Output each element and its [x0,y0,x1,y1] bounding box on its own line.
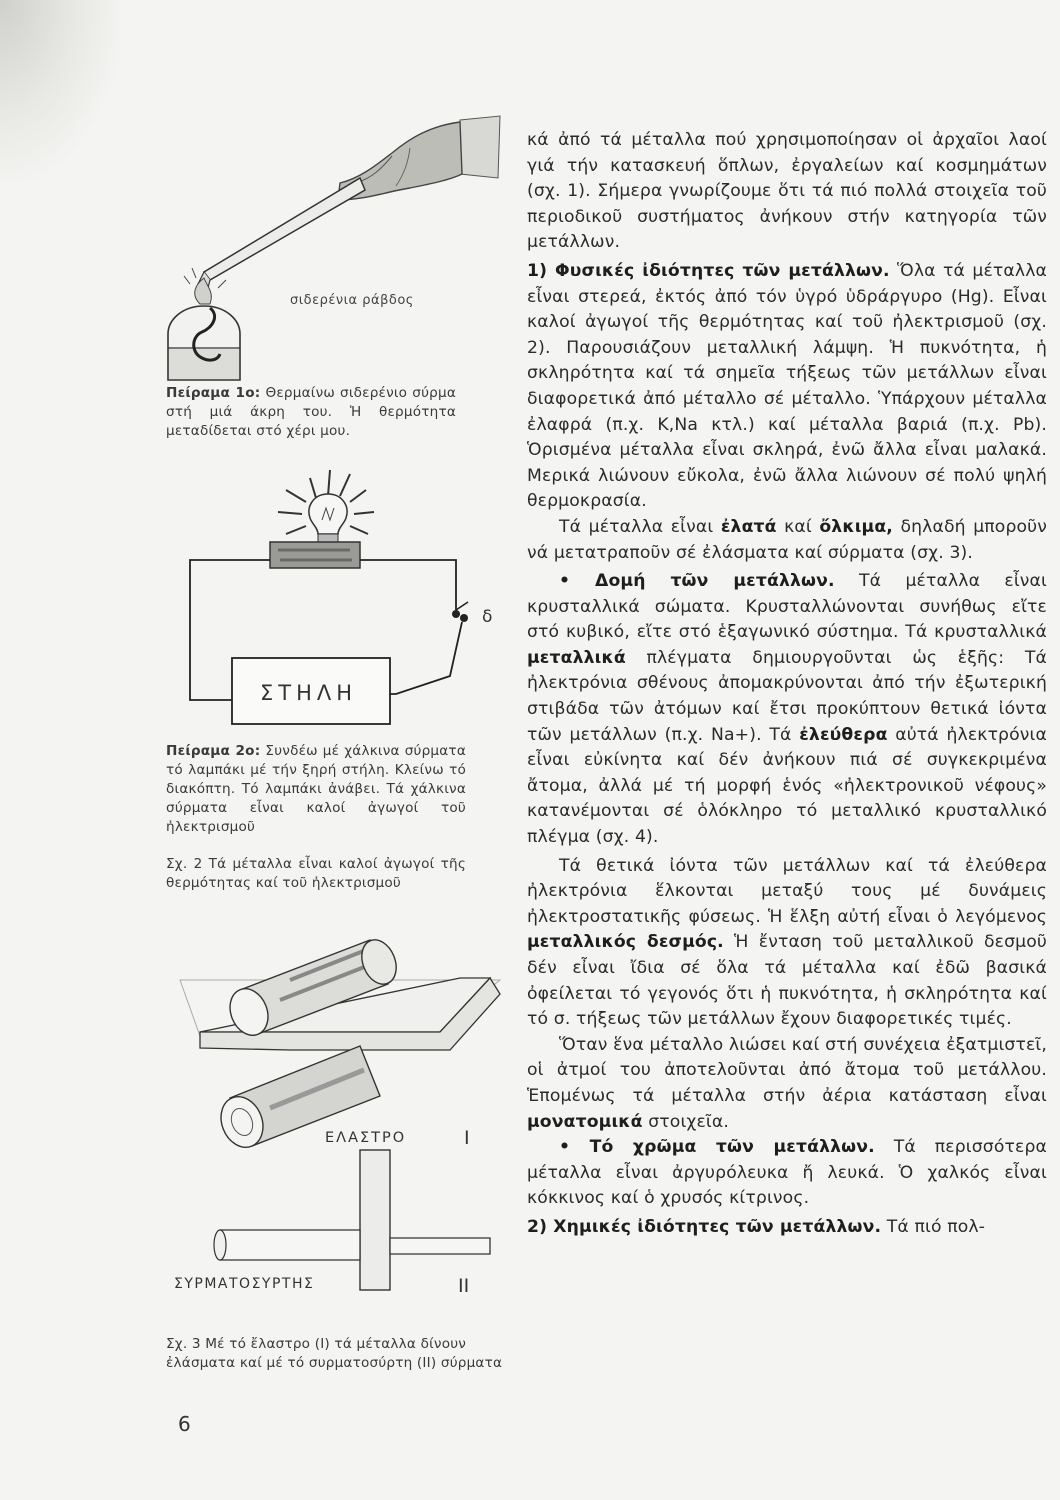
roller-numeral: I [464,1127,470,1149]
term-free: ἐλεύθερα [799,724,888,745]
term-metallic: μεταλλικά [527,647,626,668]
page-edge-shadow [0,0,120,180]
figure-3-caption: Σχ. 3 Μέ τό ἔλαστρο (I) τά μέταλλα δίνουν ἐλάσματα καί μέ τό συρματοσύρτη (II) σύρματα [166,1336,503,1371]
figure-2-circuit [160,450,505,735]
paragraph-physical-properties [527,259,1047,515]
bond-text-c: Ἡ ἔνταση τοῦ μεταλλικοῦ δεσμοῦ δέν εἶναι ἴδια σέ ὅλα τά μέταλλα καί ἐδῶ βασικά ὀφείλεται τό γεγονός ὅτι ἡ πυκνότητα, ἡ σκληρότητα καί τό σ. τήξεως τῶν μετάλλων ἔχουν διαφορετικές τιμές. [527,932,1047,1030]
paragraph-malleable [527,515,1047,566]
term-metallic-bond: μεταλλικός δεσμός. [527,932,724,953]
bond-text-a: Τά θετικά ἰόντα τῶν μετάλλων καί τά ἐλεύθερα ἠλεκτρόνια ἕλκονται μεταξύ τους μέ δυνάμεις ἠλεκτροστατικῆς φύσεως. Ἡ ἕλξη αὐτή εἶναι ὁ λεγόμενος [527,855,1047,927]
switch-label: δ [482,607,493,627]
structure-text-c: πλέγματα δημιουργοῦνται ὡς ἑξῆς: Τά ἠλεκτρόνια σθένους ἀπομακρύνονται ἀπό τήν ἐξωτερική στιβάδα τῶν ἀτόμων καί ἔτσι προκύπτουν θετικά ἰόντα τῶν μετάλλων (π.χ. Na+). Τά [527,647,1047,745]
heading-physical-properties: 1) Φυσικές ἰδιότητες τῶν μετάλλων. [527,260,890,281]
term-monatomic: μονατομικά [527,1111,643,1132]
structure-text-d: αὐτά ἠλεκτρόνια εἶναι εὐκίνητα καί δέν ἀνήκουν πιά σέ συγκεκριμένα ἄτομα, ἀλλά μέ τή μορφή ἑνός «ἠλεκτρονικοῦ νέφους» κατανέμονται σέ ὁλόκληρο τό μεταλλικό κρυσταλλικό πλέγμα (σχ. 4). [527,724,1047,848]
heading-color: • Τό χρῶμα τῶν μετάλλων. [559,1137,875,1158]
figure-2-caption [166,742,466,837]
figure-2-caption-text: Συνδέω μέ χάλκινα σύρματα τό λαμπάκι μέ τήν ξηρή στήλη. Κλείνω τό διακόπτη. Τό λαμπάκι ἀνάβει. Τά χάλκινα σύρματα εἶναι καλοί ἀγωγοί τοῦ ἠλεκτρισμοῦ [166,743,466,835]
malleable-text-c: καί [776,516,820,537]
figure-2-caption-title: Πείραμα 2ο: [166,743,261,759]
color-text: Τά περισσότερα μέταλλα εἶναι ἀργυρόλευκα ἤ λευκά. Ὁ χαλκός εἶναι κόκκινος καί ὁ χρυσός κίτρινος. [527,1137,1047,1209]
drawer-numeral: II [458,1275,470,1297]
monatomic-text-a: Ὅταν ἕνα μέταλλο λιώσει καί στή συνέχεια ἐξατμιστεῖ, οἱ ἀτμοί του ἀποτελοῦνται ἀπό ἄτομα τοῦ μετάλλου. Ἑπομένως τά μέταλλα στήν ἀέρια κατάσταση εἶναι [527,1034,1047,1106]
term-malleable: ἐλατά [720,516,777,537]
physical-properties-text: Ὅλα τά μέταλλα εἶναι στερεά, ἐκτός ἀπό τόν ὑγρό ὑδράργυρο (Hg). Εἶναι καλοί ἀγωγοί τῆς θερμότητας καί τοῦ ἠλεκτρισμοῦ (σχ. 2). Παρουσιάζουν μεταλλική λάμψη. Ἡ πυκνότητα, ἡ σκληρότητα καί τά σημεῖα τήξεως τῶν μετάλλων εἶναι διαφορετικά ἀπό μέταλλο σέ μέταλλο. Ὑπάρχουν μέταλλα ἐλαφρά (π.χ. K,Na κτλ.) καί μέταλλα βαριά (π.χ. Pb). Ὁρισμένα μέταλλα εἶναι σκληρά, ἐνῶ ἄλλα εἶναι μαλακά. Μερικά λιώνουν εὔκολα, ἐνῶ ἄλλα λιώνουν σέ πολύ ψηλή θερμοκρασία. [527,260,1047,512]
battery-label: ΣΤΗΛΗ [260,681,358,705]
figure-1-caption [166,384,456,441]
main-text-column [527,128,1047,1241]
drawer-label: ΣΥΡΜΑΤΟΣΥΡΤΗΣ [174,1276,315,1292]
term-ductile: ὄλκιμα, [819,516,893,537]
figure-1-iron-rod [160,108,505,408]
page-number: 6 [178,1412,191,1436]
paragraph-1: κά ἀπό τά μέταλλα πού χρησιμοποίησαν οἱ ἀρχαῖοι λαοί γιά τήν κατασκευή ὅπλων, ἐργαλείων καί κοσμημάτων (σχ. 1). Σήμερα γνωρίζουμε ὅτι τά πιό πολλά στοιχεῖα τοῦ περιοδικοῦ συστήματος ἀνήκουν στήν κατηγορία τῶν μετάλλων. [527,130,1047,253]
paragraph-monatomic [527,1033,1047,1135]
figure-2-number-caption: Σχ. 2 Τά μέταλλα εἶναι καλοί ἀγωγοί τῆς θερμότητας καί τοῦ ἠλεκτρισμοῦ [166,856,466,891]
paragraph-chemical-properties [527,1215,1047,1241]
roller-label: ΕΛΑΣΤΡΟ [325,1130,407,1146]
monatomic-text-c: στοιχεῖα. [642,1111,729,1132]
paragraph-metallic-bond [527,854,1047,1033]
paragraph-structure [527,569,1047,851]
figure-1-caption-text: Θερμαίνω σιδερένιο σύρμα στή μιά άκρη του. Ἡ θερμότητα μεταδίδεται στό χέρι μου. [166,385,456,439]
malleable-text-d: δηλαδή μποροῦν νά μετατραποῦν σέ ἐλάσματα καί σύρματα (σχ. 3). [527,516,1048,563]
heading-chemical-properties: 2) Χημικές ἰδιότητες τῶν μετάλλων. [527,1216,882,1237]
figure-1-label: σιδερένια ράβδος [290,293,414,308]
paragraph-color [527,1135,1047,1212]
structure-text-a: Τά μέταλλα εἶναι κρυσταλλικά σώματα. Κρυσταλλώνονται συνήθως εἴτε στό κυβικό, εἴτε στό ἑξαγωνικό σύστημα. Τά κρυσταλλικά [527,571,1048,643]
figure-3-rolling-and-drawing [160,920,505,1320]
heading-structure: • Δομή τῶν μετάλλων. [559,571,835,592]
chemical-properties-text: Τά πιό πολ- [881,1216,986,1237]
malleable-text-a: Τά μέταλλα εἶναι [559,516,721,537]
figure-1-caption-title: Πείραμα 1ο: [166,385,261,401]
